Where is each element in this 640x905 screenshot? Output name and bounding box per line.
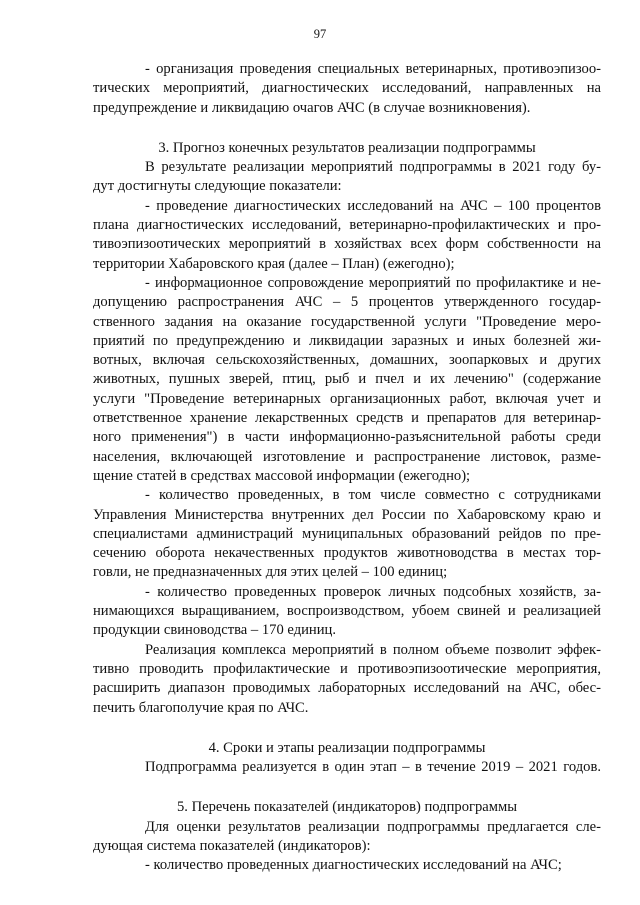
text-line: дут достигнуты следующие показатели: xyxy=(93,178,342,195)
text-line: - организация проведения специальных ветеринарных, противоэпизоо- xyxy=(145,61,601,77)
text-line: вотных, включая сельскохозяйственных, домашних, зоопарковых и других xyxy=(93,352,601,369)
text-line: расширить диапазон проводимых лабораторных исследований на АЧС, обес- xyxy=(93,680,601,697)
text-line: услуги "Проведение ветеринарных организационных работ, включая учет и xyxy=(93,390,601,407)
text-line: Управления Министерства внутренних дел России по Хабаровскому краю и xyxy=(93,506,601,523)
text-line: - информационное сопровождение мероприятий по профилактике и не- xyxy=(145,274,601,291)
section-heading: 3. Прогноз конечных результатов реализации подпрограммы xyxy=(158,139,536,156)
text-line: населения, включающей изготовление и распространение листовок, разме- xyxy=(93,448,601,465)
page-number: 97 xyxy=(313,27,327,41)
text-line: - проведение диагностических исследований на АЧС – 100 процентов xyxy=(145,197,601,214)
section-heading: 5. Перечень показателей (индикаторов) подпрограммы xyxy=(176,799,518,816)
text-line: - количество проведенных, в том числе совместно с сотрудниками xyxy=(145,487,601,504)
text-line: Подпрограмма реализуется в один этап – в течение 2019 – 2021 годов. xyxy=(145,759,601,776)
text-line: - количество проведенных диагностических исследований на АЧС; xyxy=(145,857,562,874)
text-line: приятий по предупреждению и ликвидации заразных и иных болезней жи- xyxy=(93,332,601,349)
text-line: предупреждение и ликвидацию очагов АЧС (в случае возникновения). xyxy=(93,99,531,116)
page-body-text xyxy=(93,60,601,876)
text-line: нимающихся выращиванием, воспроизводством, убоем свиней и реализацией xyxy=(93,603,601,620)
text-line: В результате реализации мероприятий подпрограммы в 2021 году бу- xyxy=(145,159,601,176)
section-heading: 4. Сроки и этапы реализации подпрограммы xyxy=(208,739,486,756)
text-line: дующая система показателей (индикаторов): xyxy=(93,837,371,854)
text-line: продукции свиноводства – 170 единиц. xyxy=(93,622,337,639)
text-line: тивно проводить профилактические и противоэпизоотические мероприятия, xyxy=(93,660,601,677)
text-line: печить благополучие края по АЧС. xyxy=(93,699,309,716)
text-line: - количество проведенных проверок личных подсобных хозяйств, за- xyxy=(145,583,601,600)
text-line: говли, не предназначенных для этих целей – 100 единиц; xyxy=(93,564,448,581)
text-line: плана диагностических исследований, ветеринарно-профилактических и про- xyxy=(93,217,601,234)
text-line: животных, пушных зверей, птиц, рыб и пчел и их лечению" (содержание xyxy=(93,371,601,388)
text-line: ственного задания на оказание государственной услуги "Проведение меро- xyxy=(93,313,601,330)
text-line: ного применения") в части информационно-разъяснительной работы среди xyxy=(93,429,601,446)
text-line: территории Хабаровского края (далее – План) (ежегодно); xyxy=(93,255,455,272)
section-spacer xyxy=(93,718,601,739)
text-line: Реализация комплекса мероприятий в полном объеме позволит эффек- xyxy=(145,641,601,658)
section-spacer xyxy=(93,118,601,139)
text-line: Для оценки результатов реализации подпрограммы предлагается сле- xyxy=(145,818,601,835)
text-line: щение статей в средствах массовой информации (ежегодно); xyxy=(93,467,471,484)
text-line: тивоэпизоотических мероприятий в хозяйствах всех форм собственности на xyxy=(93,236,601,253)
text-line: сечению оборота некачественных продуктов животноводства в местах тор- xyxy=(93,545,601,562)
text-line: тических мероприятий, диагностических исследований, направленных на xyxy=(93,80,601,97)
text-line: ответственное хранение лекарственных средств и препаратов для ветеринар- xyxy=(93,410,601,427)
text-line: специалистами администраций муниципальных образований рейдов по пре- xyxy=(93,525,601,542)
section-spacer xyxy=(93,777,601,798)
text-line: допущению распространения АЧС – 5 процентов утвержденного государ- xyxy=(93,294,601,311)
